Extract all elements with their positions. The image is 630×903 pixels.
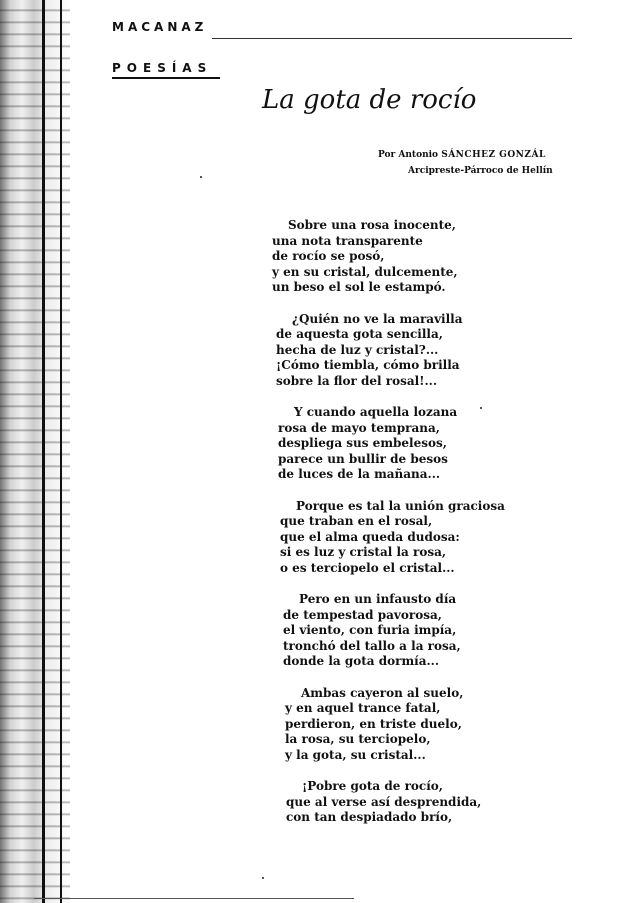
byline <box>378 150 546 160</box>
stanza-1 <box>272 218 522 296</box>
poem-line: despliega sus embelesos, <box>278 436 447 450</box>
poem-line: que el alma queda dudosa: <box>280 529 460 544</box>
page-header <box>112 16 562 35</box>
poem-line: rosa de mayo temprana, <box>278 420 440 435</box>
poem-line: de aquesta gota sencilla, <box>276 327 443 341</box>
poem-line: una nota transparente <box>272 233 423 248</box>
binding-line-left <box>42 0 45 903</box>
author-name: SÁNCHEZ GONZÁL <box>441 150 546 160</box>
poem-line: ¡Cómo tiembla, cómo brilla <box>276 358 460 372</box>
byline-prefix: Por Antonio <box>378 150 439 160</box>
poem-line: parece un bullir de besos <box>278 451 448 466</box>
poem-line: de luces de la mañana... <box>278 467 441 481</box>
journal-title: MACANAZ <box>112 20 208 34</box>
stanza-3 <box>278 405 522 483</box>
stanza-4 <box>280 499 522 577</box>
section-rule <box>112 77 220 79</box>
poem-line: Porque es tal la unión graciosa <box>296 498 505 513</box>
poem-line: con tan despiadado brío, <box>286 810 453 824</box>
poem-line: donde la gota dormía... <box>283 654 440 668</box>
poem-line: Sobre una rosa inocente, <box>288 218 456 232</box>
stanza-7 <box>286 779 522 826</box>
binding-line-right <box>60 0 62 903</box>
section-title: POESÍAS <box>112 61 213 75</box>
poem-body <box>272 218 522 842</box>
print-speck <box>200 176 202 178</box>
poem-line: sobre la flor del rosal!... <box>276 373 438 388</box>
poem-line: la rosa, su terciopelo, <box>285 732 431 746</box>
poem-line: que al verse así desprendida, <box>286 794 482 809</box>
poem-line: y en su cristal, dulcemente, <box>272 264 458 279</box>
poem-line: de rocío se posó, <box>272 249 385 263</box>
bottom-rule <box>34 898 354 899</box>
poem-line: ¡Pobre gota de rocío, <box>302 779 443 793</box>
poem-line: de tempestad pavorosa, <box>283 607 442 622</box>
poem-title: La gota de rocío <box>262 85 477 115</box>
poem-line: si es luz y cristal la rosa, <box>280 545 447 559</box>
poem-line: que traban en el rosal, <box>280 514 433 528</box>
header-rule <box>212 38 572 39</box>
poem-line: o es terciopelo el cristal... <box>280 560 455 575</box>
stanza-6 <box>285 686 522 764</box>
poem-line: el viento, con furia impía, <box>283 623 457 637</box>
author-role: Arcipreste-Párroco de Hellín <box>408 166 553 176</box>
poem-line: perdieron, en triste duelo, <box>285 716 462 731</box>
poem-line: tronchó del tallo a la rosa, <box>283 638 461 653</box>
print-speck <box>480 407 482 409</box>
poem-line: un beso el sol le estampó. <box>272 280 446 294</box>
poem-line: hecha de luz y cristal?... <box>276 342 439 357</box>
poem-line: ¿Quién no ve la maravilla <box>292 311 463 326</box>
poem-line: Y cuando aquella lozana <box>294 405 458 419</box>
print-speck <box>262 877 264 879</box>
poem-line: Pero en un infausto día <box>299 592 457 606</box>
poem-line: y la gota, su cristal... <box>285 747 426 762</box>
poem-line: Ambas cayeron al suelo, <box>301 685 464 700</box>
stanza-5 <box>283 592 522 670</box>
stanza-2 <box>276 312 522 390</box>
poem-line: y en aquel trance fatal, <box>285 701 441 715</box>
